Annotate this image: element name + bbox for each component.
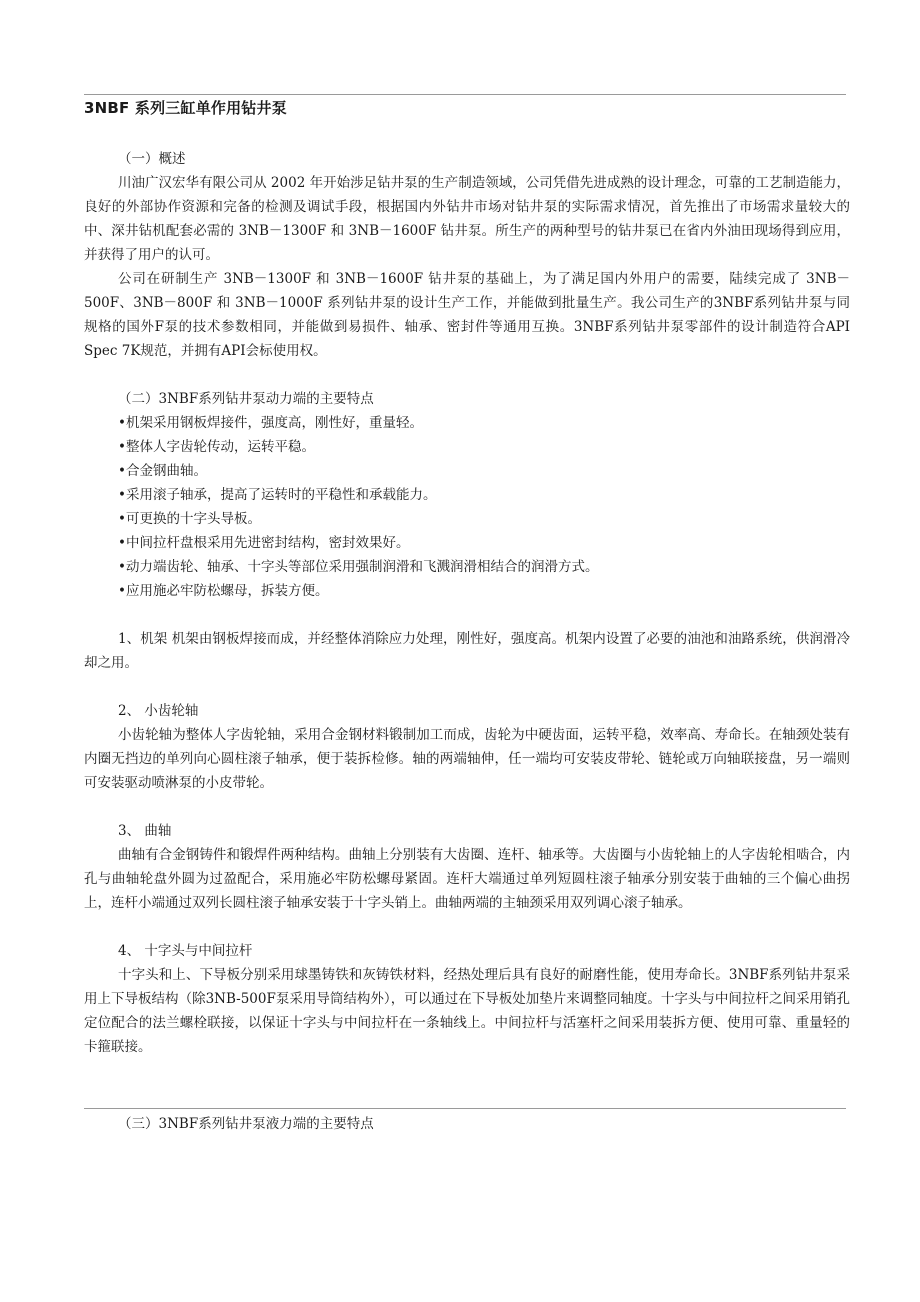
spacer	[84, 795, 850, 819]
crankshaft-heading: 3、 曲轴	[118, 823, 172, 839]
overview-paragraph-2: 公司在研制生产 3NB－1300F 和 3NB－1600F 钻井泵的基础上，为了满足国内外用户的需要，陆续完成了 3NB－500F、3NB－800F 和 3NB－1000F 系列钻井泵的设计生产工作，并能做到批量生产。我公司生产的3NBF系列钻井泵与同规格的国外F泵的技术参数相同，并能做到易损件、轴承、密封件等通用互换。3NBF系列钻井泵零部件的设计制造符合API Spec 7K规范，并拥有API会标使用权。	[84, 271, 850, 359]
feature-bullet: •采用滚子轴承，提高了运转时的平稳性和承载能力。	[118, 487, 437, 503]
crosshead-heading: 4、 十字头与中间拉杆	[118, 943, 253, 959]
frame-paragraph: 1、机架 机架由钢板焊接而成，并经整体消除应力处理，刚性好，强度高。机架内设置了必要的油池和油路系统，供润滑冷却之用。	[84, 631, 850, 671]
spacer	[84, 603, 850, 627]
feature-bullet: •动力端齿轮、轴承、十字头等部位采用强制润滑和飞溅润滑相结合的润滑方式。	[118, 559, 599, 575]
spacer	[84, 915, 850, 939]
feature-bullet: •中间拉杆盘根采用先进密封结构，密封效果好。	[118, 535, 410, 551]
feature-bullet: •应用施必牢防松螺母，拆装方便。	[118, 583, 329, 599]
top-divider	[84, 94, 846, 95]
pinion-shaft-heading: 2、 小齿轮轴	[118, 703, 199, 719]
pinion-shaft-paragraph: 小齿轮轴为整体人字齿轮轴，采用合金钢材料锻制加工而成，齿轮为中硬齿面，运转平稳，效率高、寿命长。在轴颈处装有内圈无挡边的单列向心圆柱滚子轴承，便于装拆检修。轴的两端轴伸，任一端均可安装皮带轮、链轮或万向轴联接盘，另一端则可安装驱动喷淋泵的小皮带轮。	[84, 727, 850, 791]
crosshead-paragraph: 十字头和上、下导板分别采用球墨铸铁和灰铸铁材料，经热处理后具有良好的耐磨性能，使用寿命长。3NBF系列钻井泵采用上下导板结构（除3NB-500F泵采用导筒结构外），可以通过在下导板处加垫片来调整同轴度。十字头与中间拉杆之间采用销孔定位配合的法兰螺栓联接，以保证十字头与中间拉杆在一条轴线上。中间拉杆与活塞杆之间采用装拆方便、使用可靠、重量轻的卡箍联接。	[84, 967, 850, 1055]
document-body	[84, 147, 850, 1059]
overview-paragraph-1: 川油广汉宏华有限公司从 2002 年开始涉足钻井泵的生产制造领域，公司凭借先进成熟的设计理念，可靠的工艺制造能力，良好的外部协作资源和完备的检测及调试手段，根据国内外钻井市场对钻井泵的实际需求情况，首先推出了市场需求量较大的中、深井钻机配套必需的 3NB－1300F 和 3NB－1600F 钻井泵。所生产的两种型号的钻井泵已在省内外油田现场得到应用，并获得了用户的认可。	[84, 175, 850, 263]
section-heading-overview: （一）概述	[118, 151, 186, 167]
spacer	[84, 675, 850, 699]
feature-bullet: •机架采用钢板焊接件，强度高，刚性好，重量轻。	[118, 415, 423, 431]
feature-bullet: •可更换的十字头导板。	[118, 511, 261, 527]
crankshaft-paragraph: 曲轴有合金钢铸件和锻焊件两种结构。曲轴上分别装有大齿圈、连杆、轴承等。大齿圈与小齿轮轴上的人字齿轮相啮合，内孔与曲轴轮盘外圆为过盈配合，采用施必牢防松螺母紧固。连杆大端通过单列短圆柱滚子轴承分别安装于曲轴的三个偏心曲拐上，连杆小端通过双列长圆柱滚子轴承安装于十字头销上。曲轴两端的主轴颈采用双列调心滚子轴承。	[84, 847, 850, 911]
spacer	[84, 363, 850, 387]
bottom-divider	[84, 1108, 846, 1109]
document-title: 3NBF 系列三缸单作用钻井泵	[84, 99, 287, 117]
section-heading-power-end: （二）3NBF系列钻井泵动力端的主要特点	[118, 391, 374, 407]
feature-bullet: •合金钢曲轴。	[118, 463, 207, 479]
feature-bullet: •整体人字齿轮传动，运转平稳。	[118, 439, 315, 455]
section-heading-fluid-end: （三）3NBF系列钻井泵液力端的主要特点	[118, 1116, 374, 1132]
